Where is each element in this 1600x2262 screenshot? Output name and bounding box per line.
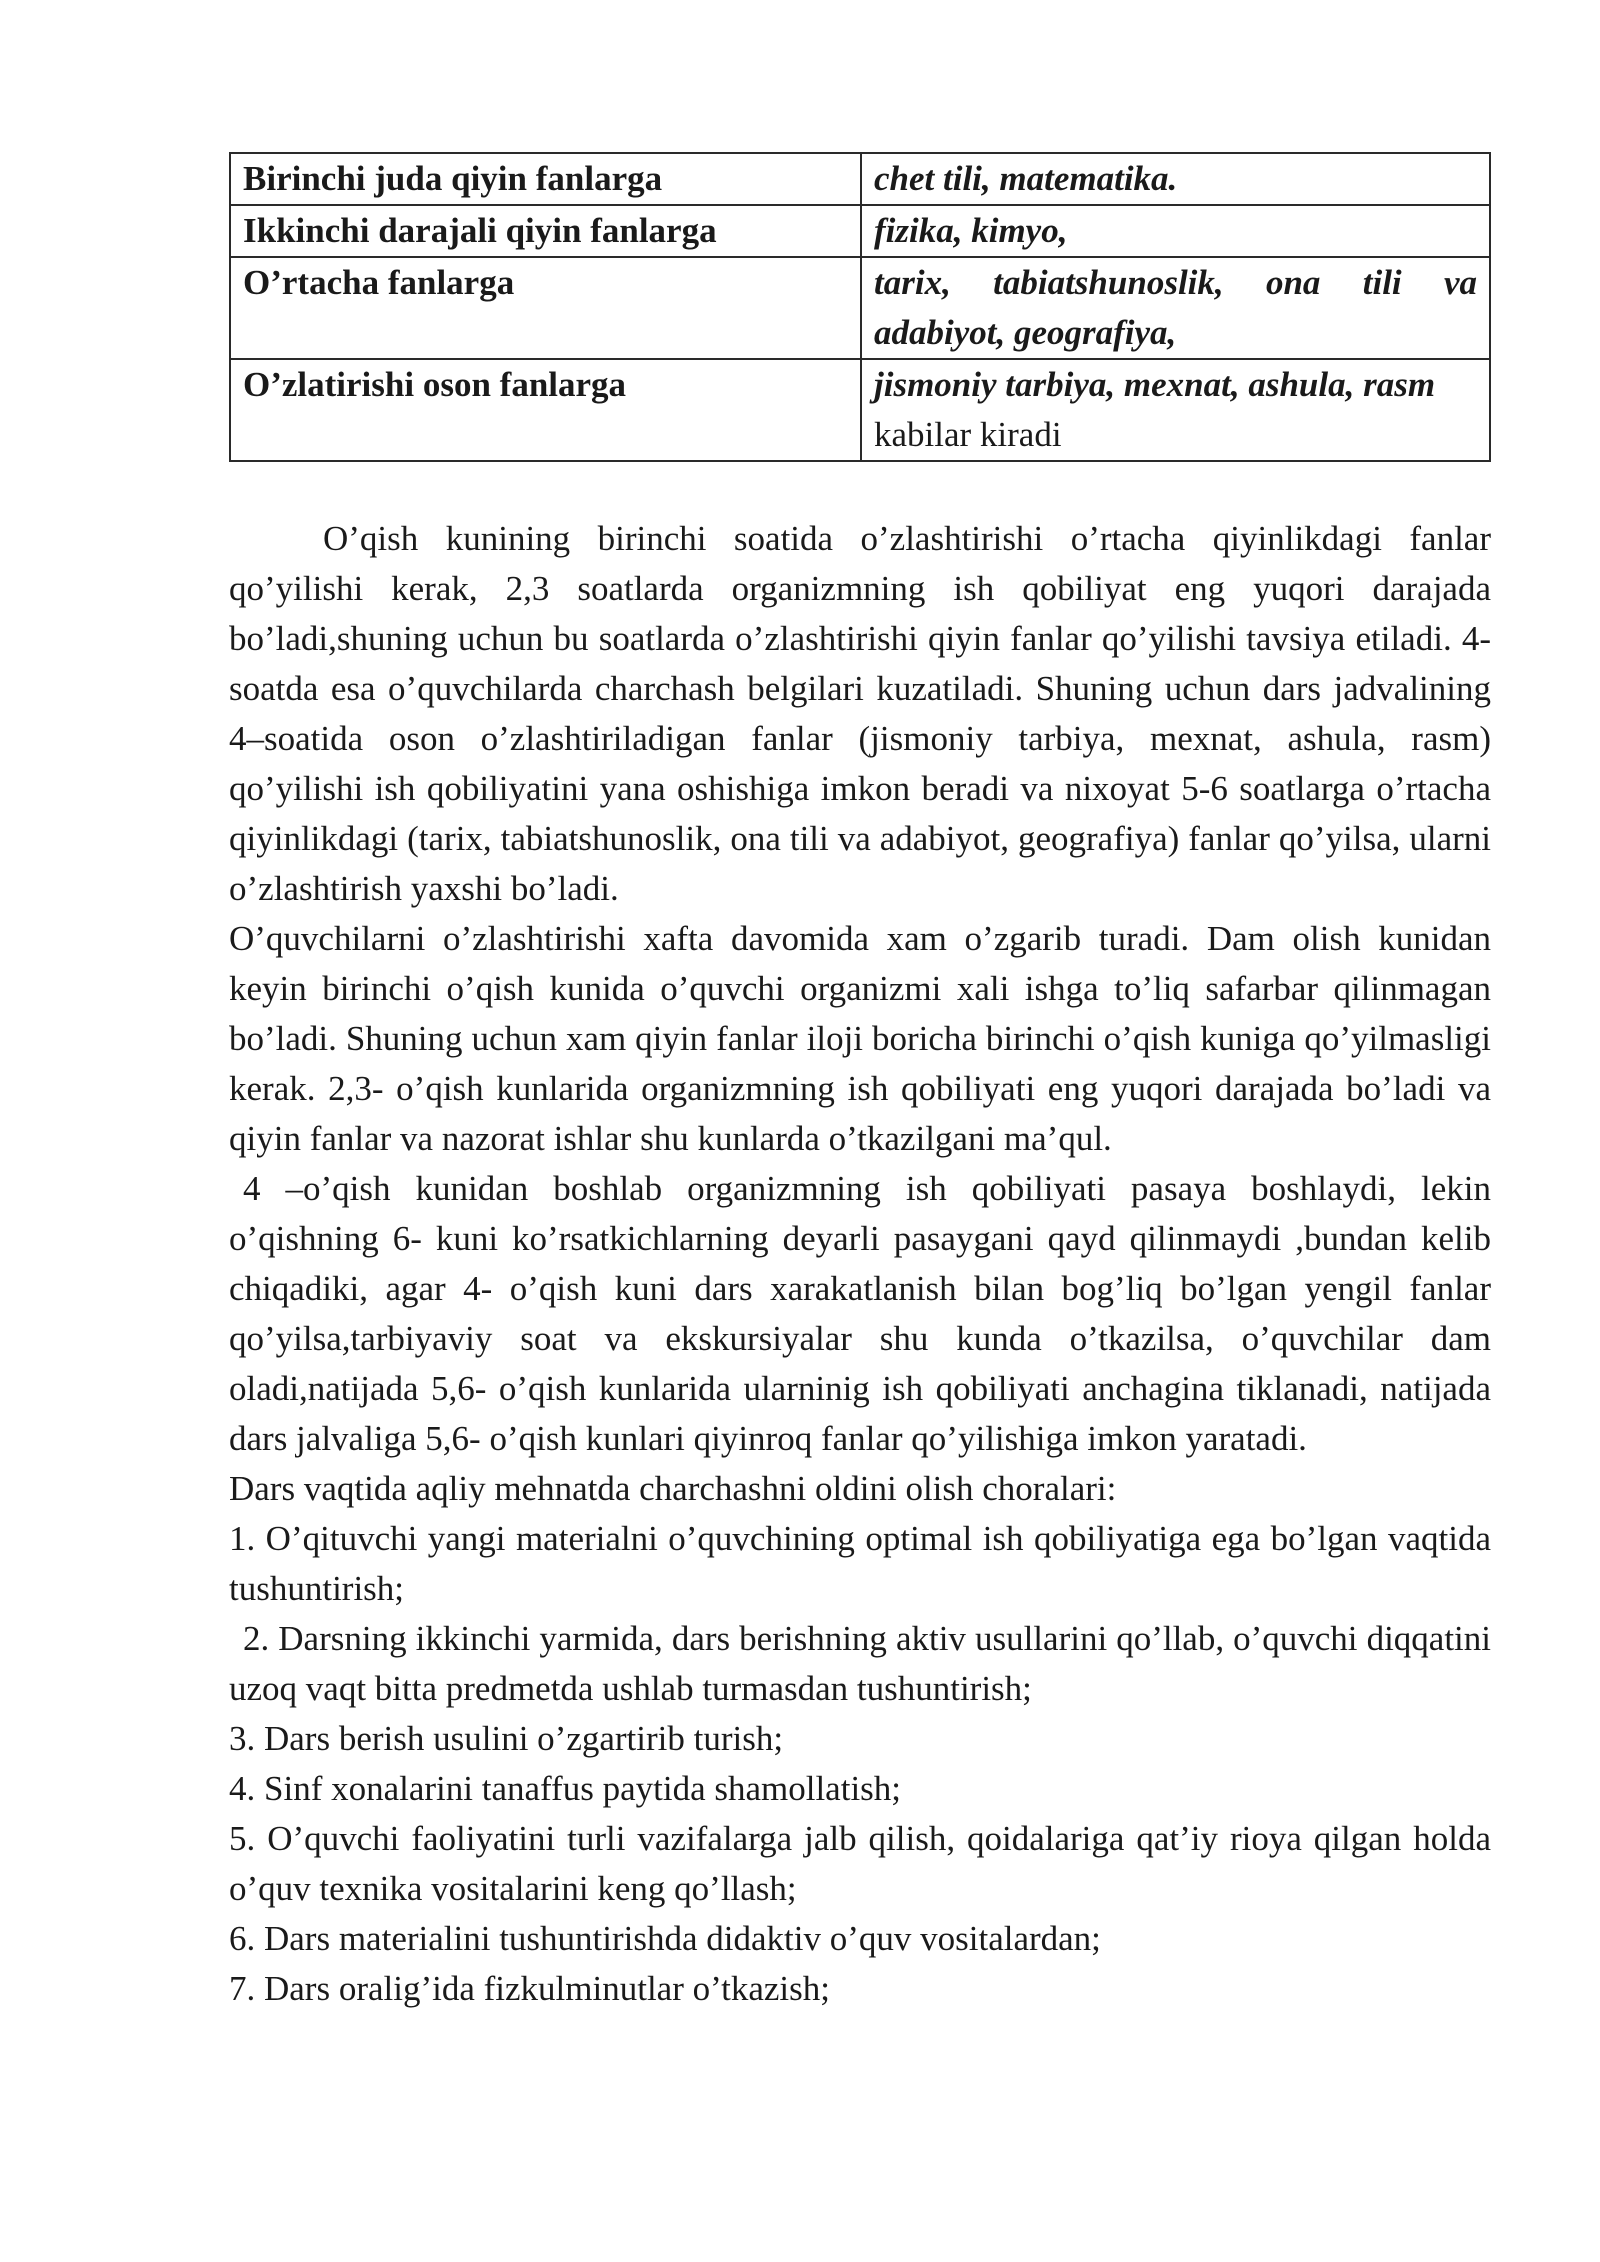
paragraph: O’quvchilarni o’zlashtirishi xafta davomida xam o’zgarib turadi. Dam olish kunidan keyin birinchi o’qish kunida o’quvchi organizmi xali ishga to’liq safarbar qilinmagan bo’ladi. Shuning uchun xam qiyin fanlar iloji boricha birinchi o’qish kuniga qo’yilmasligi kerak. 2,3- o’qish kunlarida organizmning ish qobiliyati eng yuqori darajada bo’ladi va qiyin fanlar va nazorat ishlar shu kunlarda o’tkazilgani ma’qul. xyxy=(229,919,1491,1158)
subjects-list: chet tili, matematika. xyxy=(874,159,1178,198)
subjects-cell xyxy=(861,153,1490,205)
subjects-list: tarix, tabiatshunoslik, ona tili va adabiyot, geografiya, xyxy=(874,263,1477,352)
table-row xyxy=(230,257,1490,359)
list-item: 2. Darsning ikkinchi yarmida, dars berishning aktiv usullarini qo’llab, o’quvchi diqqatini uzoq vaqt bitta predmetda ushlab turmasdan tushuntirish; xyxy=(229,1619,1491,1708)
category-cell: O’rtacha fanlarga xyxy=(230,257,861,359)
table-row xyxy=(230,153,1490,205)
subjects-cell xyxy=(861,257,1490,359)
body-text xyxy=(229,514,1491,2014)
paragraph: 4 –o’qish kunidan boshlab organizmning ish qobiliyati pasaya boshlaydi, lekin o’qishning 6- kuni ko’rsatkichlarning deyarli pasaygani qayd qilinmaydi ,bundan kelib chiqadiki, agar 4- o’qish kuni dars xarakatlanish bilan bog’liq bo’lgan yengil fanlar qo’yilsa,tarbiyaviy soat va ekskursiyalar shu kunda o’tkazilsa, o’quvchilar dam oladi,natijada 5,6- o’qish kunlarida ularninig ish qobiliyati anchagina tiklanadi, natijada dars jalvaliga 5,6- o’qish kunlari qiyinroq fanlar qo’yilishiga imkon yaratadi. xyxy=(229,1169,1491,1458)
subjects-tail: kabilar kiradi xyxy=(874,415,1062,454)
subjects-list: fizika, kimyo, xyxy=(874,211,1068,250)
list-item: 6. Dars materialini tushuntirishda didaktiv o’quv vositalardan; xyxy=(229,1919,1101,1958)
subjects-cell xyxy=(861,205,1490,257)
category-cell: O’zlatirishi oson fanlarga xyxy=(230,359,861,461)
subjects-cell xyxy=(861,359,1490,461)
list-item: 3. Dars berish usulini o’zgartirib turish; xyxy=(229,1719,784,1758)
list-item: 5. O’quvchi faoliyatini turli vazifalarga jalb qilish, qoidalariga qat’iy rioya qilgan holda o’quv texnika vositalarini keng qo’llash; xyxy=(229,1819,1491,1908)
subject-difficulty-table xyxy=(229,152,1491,462)
list-item: 4. Sinf xonalarini tanaffus paytida shamollatish; xyxy=(229,1769,902,1808)
list-item: 1. O’qituvchi yangi materialni o’quvchining optimal ish qobiliyatiga ega bo’lgan vaqtida tushuntirish; xyxy=(229,1519,1491,1608)
table-row xyxy=(230,359,1490,461)
subjects-list: jismoniy tarbiya, mexnat, ashula, rasm xyxy=(874,365,1436,404)
category-cell: Birinchi juda qiyin fanlarga xyxy=(230,153,861,205)
table-row xyxy=(230,205,1490,257)
paragraph: Dars vaqtida aqliy mehnatda charchashni oldini olish choralari: xyxy=(229,1469,1117,1508)
category-cell: Ikkinchi darajali qiyin fanlarga xyxy=(230,205,861,257)
paragraph: O’qish kunining birinchi soatida o’zlashtirishi o’rtacha qiyinlikdagi fanlar qo’yilishi kerak, 2,3 soatlarda organizmning ish qobiliyat eng yuqori darajada bo’ladi,shuning uchun bu soatlarda o’zlashtirishi qiyin fanlar qo’yilishi tavsiya etiladi. 4-soatda esa o’quvchilarda charchash belgilari kuzatiladi. Shuning uchun dars jadvalining 4–soatida oson o’zlashtiriladigan fanlar (jismoniy tarbiya, mexnat, ashula, rasm) qo’yilishi ish qobiliyatini yana oshishiga imkon beradi va nixoyat 5-6 soatlarga o’rtacha qiyinlikdagi (tarix, tabiatshunoslik, ona tili va adabiyot, geografiya) fanlar qo’yilsa, ularni o’zlashtirish yaxshi bo’ladi. xyxy=(229,519,1491,908)
document-page xyxy=(229,152,1491,2014)
list-item: 7. Dars oralig’ida fizkulminutlar o’tkazish; xyxy=(229,1969,830,2008)
